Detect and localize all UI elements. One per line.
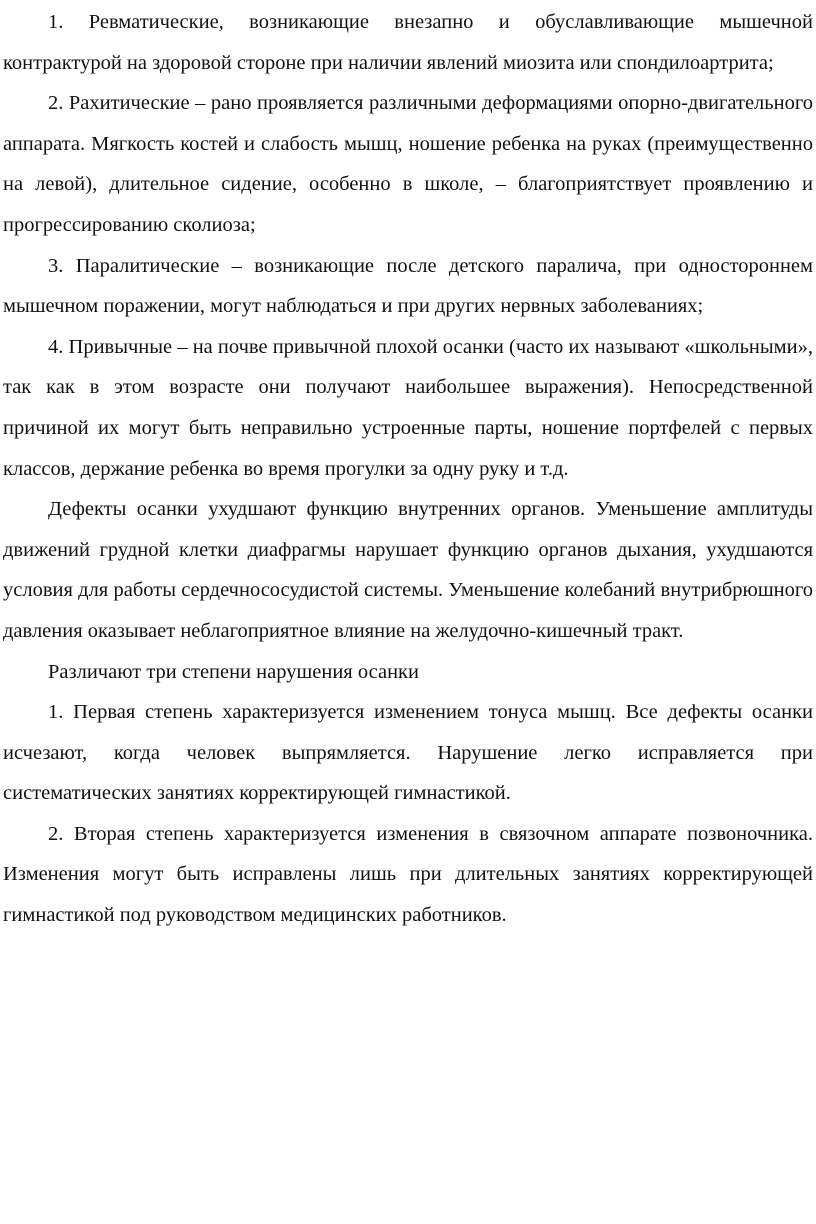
paragraph-posture-defects: Дефекты осанки ухудшают функцию внутренних органов. Уменьшение амплитуды движений грудной клетки диафрагмы нарушает функцию органов дыхания, ухудшаются условия для работы сердечнососудистой системы. Уменьшение колебаний внутрибрюшного давления оказывает неблагоприятное влияние на желудочно-кишечный тракт. [3, 498, 813, 642]
paragraph-habitual: 4. Привычные – на почве привычной плохой осанки (часто их называют «школьными», так как в этом возрасте они получают наибольшее выражения). Непосредственной причиной их могут быть неправильно устроенные парты, ношение портфелей с первых классов, держание ребенка во время прогулки за одну руку и т.д. [3, 335, 813, 480]
paragraph-rheumatic: 1. Ревматические, возникающие внезапно и обуславливающие мышечной контрактурой на здоровой стороне при наличии явлений миозита или спондилоартрита; [3, 11, 813, 74]
paragraph-degrees-heading: Различают три степени нарушения осанки [48, 660, 419, 683]
paragraph-paralytic: 3. Паралитические – возникающие после детского паралича, при одностороннем мышечном поражении, могут наблюдаться и при других нервных заболеваниях; [3, 254, 813, 318]
paragraph-second-degree: 2. Вторая степень характеризуется изменения в связочном аппарате позвоночника. Изменения могут быть исправлены лишь при длительных занятиях корректирующей гимнастикой под руководством медицинских работников. [3, 822, 813, 927]
paragraph-first-degree: 1. Первая степень характеризуется изменением тонуса мышц. Все дефекты осанки исчезают, когда человек выпрямляется. Нарушение легко исправляется при систематических занятиях корректирующей гимнастикой. [3, 701, 813, 805]
document-page [3, 0, 813, 936]
paragraph-rachitic: 2. Рахитические – рано проявляется различными деформациями опорно-двигательного аппарата. Мягкость костей и слабость мышц, ношение ребенка на руках (преимущественно на левой), длительное сидение, особенно в школе, – благоприятствует проявлению и прогрессированию сколиоза; [3, 92, 813, 236]
